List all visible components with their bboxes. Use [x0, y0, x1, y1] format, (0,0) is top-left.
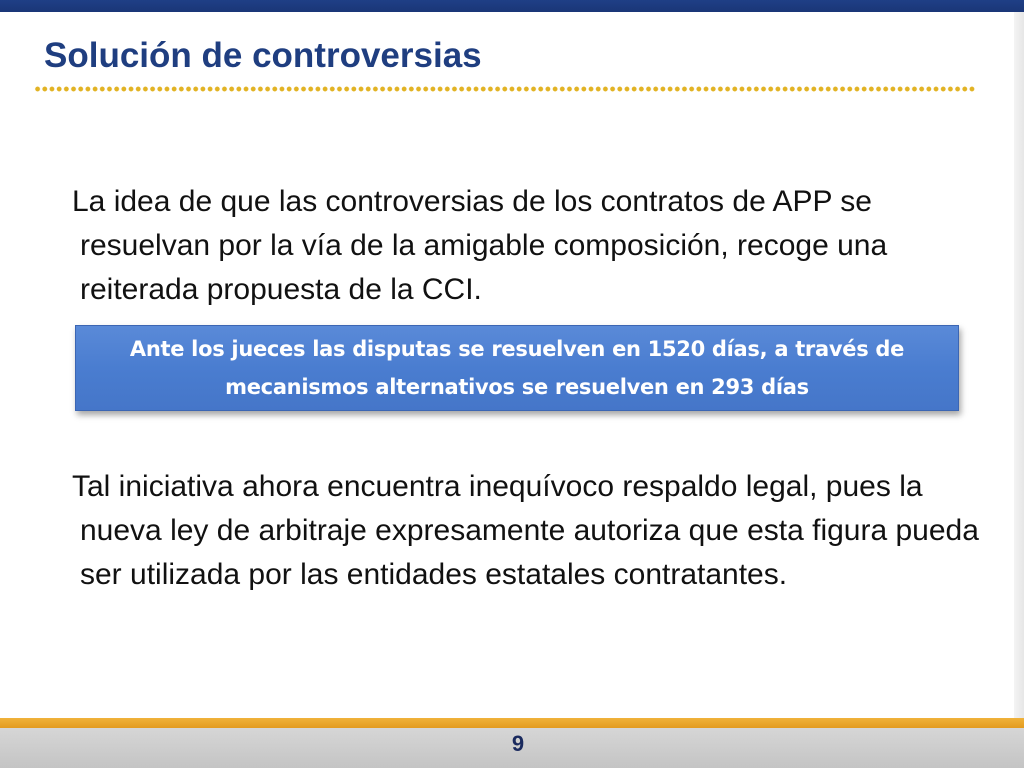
top-accent-bar — [0, 0, 1024, 12]
page-number: 9 — [511, 731, 525, 756]
paragraph-respaldo-legal: Tal iniciativa ahora encuentra inequívoco respaldo legal, pues la nueva ley de arbitraje expresamente autoriza que esta figura pueda ser utilizada por las entidades estatales contratantes. — [72, 470, 979, 591]
slide-title: Solución de controversias — [44, 36, 482, 75]
bottom-accent-bar — [0, 718, 1024, 728]
paragraph-amigable-composicion: La idea de que las controversias de los contratos de APP se resuelvan por la vía de la amigable composición, recoge una reiterada propuesta de la CCI. — [72, 185, 888, 306]
right-edge-shade — [1014, 12, 1024, 718]
title-dotted-divider — [34, 86, 976, 92]
callout-box — [75, 325, 959, 411]
callout-text: Ante los jueces las disputas se resuelven en 1520 días, a través de mecanismos alternativos se resuelven en 293 días — [129, 337, 905, 399]
